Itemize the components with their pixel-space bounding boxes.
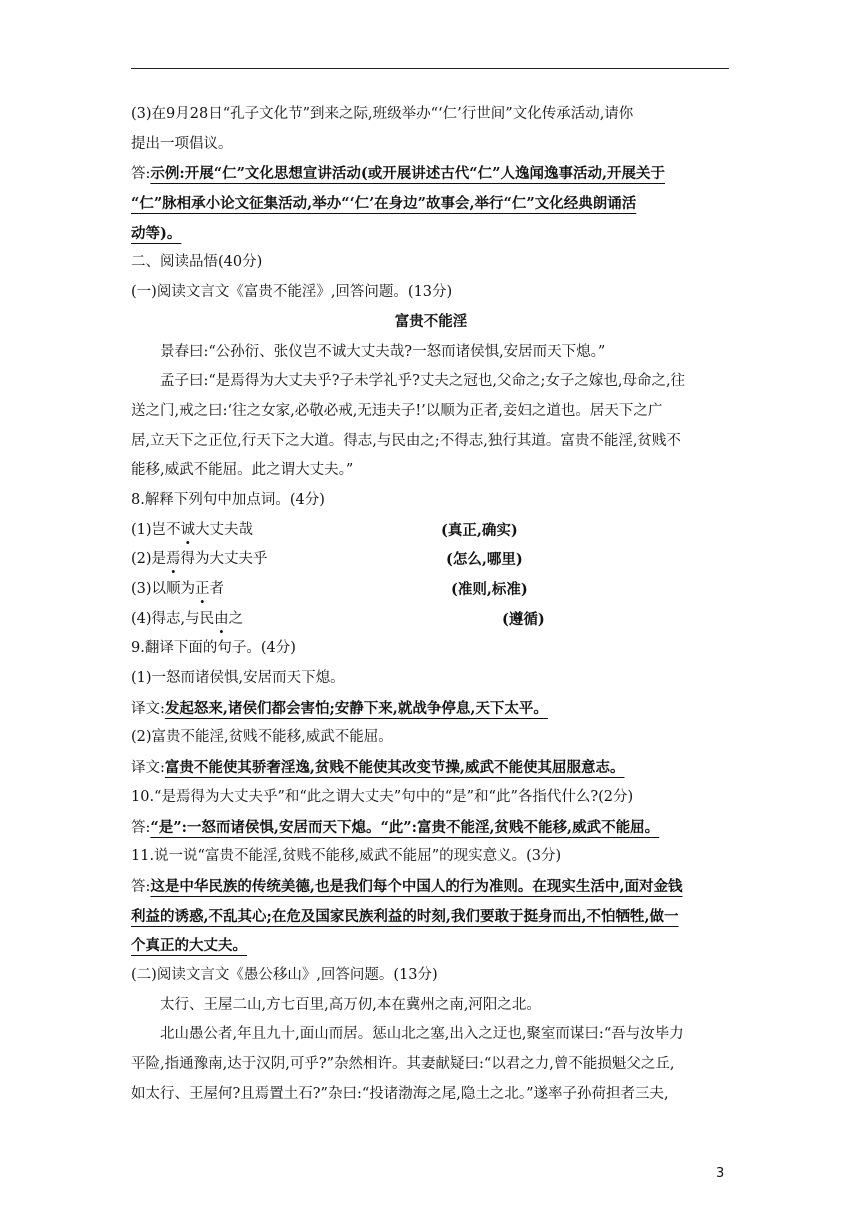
passage1-heading: (一)阅读文言文《富贵不能淫》,回答问题。(13分) <box>131 284 453 301</box>
q3-answer-end <box>131 219 731 249</box>
item-text: 大丈夫哉 <box>195 521 254 538</box>
translation-text: 富贵不能使其骄奢淫逸,贫贱不能使其改变节操,威武不能使其屈服意志。 <box>164 759 625 777</box>
passage1-paragraph-cont: 能移,威武不能屈。此之谓大丈夫。” <box>131 462 354 479</box>
q3-prompt-cont: 提出一项倡议。 <box>131 135 233 152</box>
answer-text: 个真正的大丈夫。 <box>131 937 247 955</box>
passage2-paragraph: 太行、王屋二山,方七百里,高万仞,本在冀州之南,河阳之北。 <box>160 996 541 1013</box>
passage1-paragraph: 孟子曰:“是焉得为大丈夫乎?子未学礼乎?丈夫之冠也,父命之;女子之嫁也,母命之,往 <box>160 373 686 390</box>
answer-text: 这是中华民族的传统美德,也是我们每个中国人的行为准则。在现实生活中,面对金钱 <box>150 877 683 895</box>
q9-sentence: (1)一怒而诸侯惧,安居而天下熄。 <box>131 670 345 687</box>
q9-translation <box>131 694 731 724</box>
answer-prefix: 答: <box>131 166 151 183</box>
q8-item-text <box>131 575 441 605</box>
q3-answer-cont: “仁”脉相承小论文征集活动,举办“‘仁’在身边”故事会,举行“仁”文化经典朗诵活 <box>131 195 637 213</box>
passage2-paragraph: 北山愚公者,年且九十,面山而居。惩山北之塞,出入之迂也,聚室而谋曰:“吾与汝毕力 <box>160 1026 684 1043</box>
q11-answer-end <box>131 931 731 961</box>
translation-prefix: 译文: <box>131 760 165 777</box>
q8-item <box>131 575 731 605</box>
passage1-title: 富贵不能淫 <box>394 313 468 330</box>
item-text: 之 <box>228 610 244 627</box>
q8-item-answer: (准则,标准) <box>451 581 528 598</box>
q9-stem: 9.翻译下面的句子。(4分) <box>131 640 296 657</box>
q8-item <box>131 605 731 635</box>
translation-prefix: 译文: <box>131 700 165 717</box>
dotted-word: 诚 <box>180 521 196 538</box>
section-heading: 二、阅读品悟(40分) <box>131 254 263 271</box>
q9-translation <box>131 753 731 783</box>
q3-answer <box>131 159 731 189</box>
translation-text: 发起怒来,诸侯们都会害怕;安静下来,就战争停息,天下太平。 <box>164 699 548 717</box>
q11-stem: 11.说一说“富贵不能淫,贫贱不能移,威武不能屈”的现实意义。(3分) <box>131 848 562 865</box>
item-text: (3)以顺为 <box>131 581 196 597</box>
item-text: 者 <box>209 581 225 597</box>
answer-text: 示例:开展“仁”文化思想宣讲活动(或开展讲述古代“仁”人逸闻逸事活动,开展关于 <box>150 165 666 183</box>
passage1-paragraph: 景春曰:“公孙衍、张仪岂不诚大丈夫哉?一怒而诸侯惧,安居而天下熄。” <box>160 343 606 360</box>
q11-answer-cont: 利益的诱惑,不乱其心;在危及国家民族利益的时刻,我们要敢于挺身而出,不怕牺牲,做一 <box>131 907 679 925</box>
dotted-word: 焉 <box>166 551 181 568</box>
q8-item-text <box>131 545 441 575</box>
q8-item-answer: (遵循) <box>502 610 545 628</box>
answer-text: 动等)。 <box>131 224 182 242</box>
q3-prompt: (3)在9月28日“孔子文化节”到来之际,班级举办“‘仁’行世间”文化传承活动,请你 <box>131 106 634 122</box>
q10-stem: 10.“是焉得为大丈夫乎”和“此之谓大丈夫”句中的“是”和“此”各指代什么?(2分) <box>131 788 634 805</box>
answer-prefix: 答: <box>131 878 151 895</box>
q11-answer <box>131 872 731 902</box>
q8-item-answer: (真正,确实) <box>441 521 518 539</box>
item-text: 得为大丈夫乎 <box>180 551 268 568</box>
dotted-word: 由 <box>214 610 229 627</box>
passage2-paragraph-cont: 平险,指通豫南,达于汉阴,可乎?”杂然相许。其妻献疑曰:“以君之力,曾不能损魁父之丘, <box>131 1056 675 1072</box>
q8-item-text <box>131 516 441 546</box>
passage2-paragraph-cont: 如太行、王屋何?且焉置土石?”杂曰:“投诸渤海之尾,隐土之北。”遂率子孙荷担者三夫, <box>131 1085 669 1102</box>
q8-item-answer: (怎么,哪里) <box>446 551 523 569</box>
passage1-paragraph-cont: 居,立天下之正位,行天下之大道。得志,与民由之;不得志,独行其道。富贵不能淫,贫贱不 <box>131 432 681 449</box>
dotted-word: 正 <box>195 581 210 597</box>
passage2-heading: (二)阅读文言文《愚公移山》,回答问题。(13分) <box>131 966 438 983</box>
item-text: (1)岂不 <box>131 521 181 538</box>
header-rule <box>131 68 729 69</box>
page-number: 3 <box>716 1166 725 1181</box>
passage1-paragraph-cont: 送之门,戒之曰:‘往之女家,必敬必戒,无违夫子!’以顺为正者,妾妇之道也。居天下之广 <box>131 402 663 419</box>
document-page <box>131 100 731 1109</box>
q8-item-text <box>131 605 441 635</box>
item-text: (4)得志,与民 <box>131 610 215 627</box>
q8-item <box>131 516 731 546</box>
answer-prefix: 答: <box>131 819 151 836</box>
answer-text: “是”:一怒而诸侯惧,安居而天下熄。“此”:富贵不能淫,贫贱不能移,威武不能屈。 <box>150 818 660 836</box>
q9-sentence: (2)富贵不能淫,贫贱不能移,威武不能屈。 <box>131 729 393 746</box>
q8-stem: 8.解释下列句中加点词。(4分) <box>131 491 325 508</box>
item-text: (2)是 <box>131 551 167 568</box>
q10-answer <box>131 813 731 843</box>
q8-item <box>131 545 731 575</box>
